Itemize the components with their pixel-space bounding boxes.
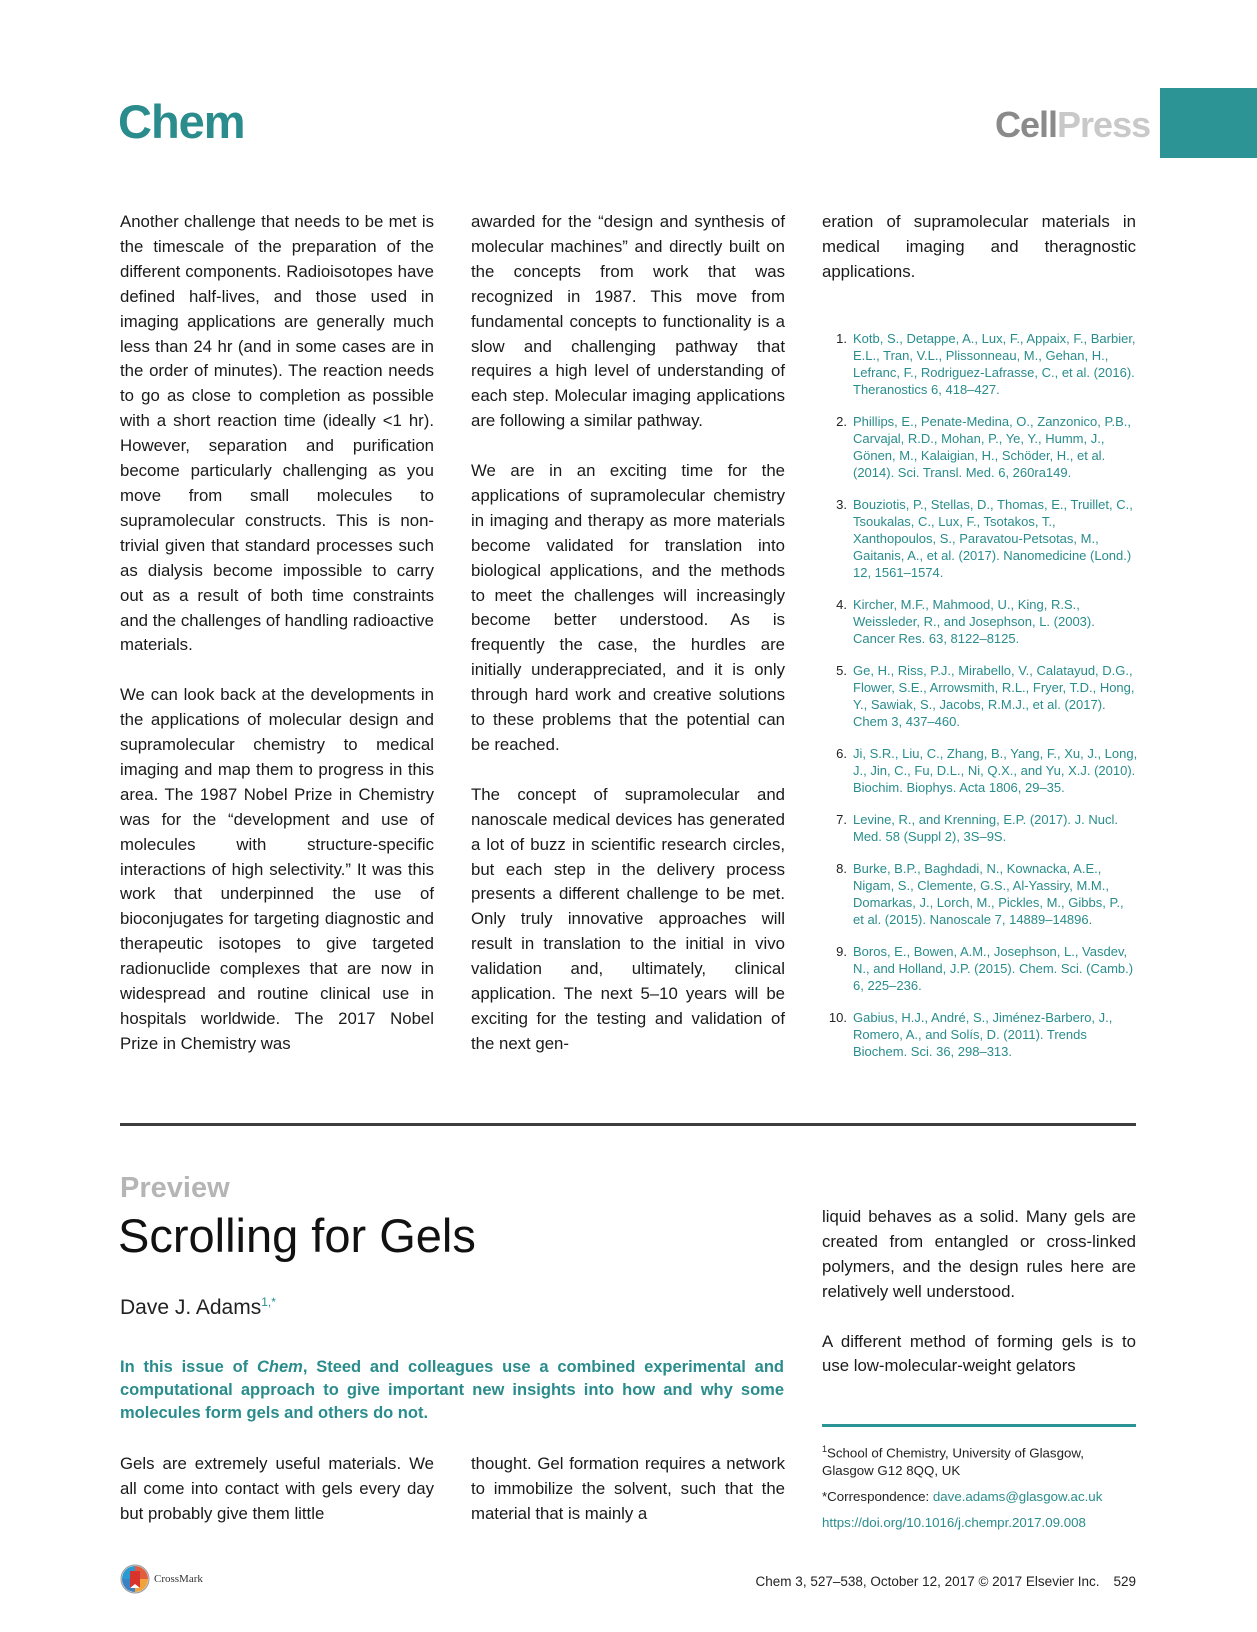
correspondence-line <box>822 1488 1138 1506</box>
reference-number: 4. <box>836 597 847 612</box>
reference-item[interactable] <box>822 330 1138 398</box>
publisher-logo <box>995 104 1150 146</box>
reference-item[interactable] <box>822 943 1138 994</box>
section-kicker: Preview <box>120 1172 230 1204</box>
correspondence-label: *Correspondence: <box>822 1489 933 1505</box>
reference-link[interactable]: Burke, B.P., Baghdadi, N., Kownacka, A.E., Nigam, S., Clemente, G.S., Al-Yassiry, M.M., Domarkas, J., Lorch, M., Pickles, M., Gibbs, P., et al. (2015). Nanoscale 7, 14889–14896. <box>853 861 1124 927</box>
crossmark-label: CrossMark <box>154 1573 203 1585</box>
preview-column-2 <box>471 1452 785 1552</box>
doi-link[interactable]: https://doi.org/10.1016/j.chempr.2017.09.008 <box>822 1515 1086 1531</box>
paragraph: eration of supramolecular materials in medical imaging and theragnostic applications. <box>822 212 1136 281</box>
reference-item[interactable] <box>822 811 1138 845</box>
reference-list <box>822 330 1138 1075</box>
affiliation-block <box>822 1440 1138 1540</box>
publisher-cell: Cell <box>995 104 1058 145</box>
reference-item[interactable] <box>822 860 1138 928</box>
crossmark-icon <box>120 1564 150 1594</box>
reference-link[interactable]: Phillips, E., Penate-Medina, O., Zanzonico, P.B., Carvajal, R.D., Mohan, P., Ye, Y., Humm, J., Gönen, M., Kalaigian, H., Schöder, H., et al. (2014). Sci. Transl. Med. 6, 260ra149. <box>853 414 1131 480</box>
reference-link[interactable]: Levine, R., and Krenning, E.P. (2017). J. Nucl. Med. 58 (Suppl 2), 3S–9S. <box>853 812 1118 844</box>
affiliation-rule <box>822 1424 1136 1427</box>
reference-number: 7. <box>836 812 847 827</box>
preview-column-1 <box>120 1452 434 1552</box>
page-footer <box>756 1574 1136 1589</box>
paragraph: A different method of forming gels is to use low-molecular-weight gelators <box>822 1331 1136 1376</box>
reference-number: 1. <box>836 331 847 346</box>
preview-column-3 <box>822 1205 1136 1404</box>
footer-citation: Chem 3, 527–538, October 12, 2017 © 2017 Elsevier Inc. <box>755 1574 1100 1589</box>
crossmark-badge[interactable] <box>120 1564 203 1594</box>
abstract-journal-name: Chem <box>256 1358 303 1376</box>
publisher-press: Press <box>1057 104 1151 145</box>
abstract-text-end: , Steed and colleagues use a combined experimental and computational approach to give important new insights into how and why some molecules form gels and others do not. <box>120 1358 784 1422</box>
reference-item[interactable] <box>822 413 1138 481</box>
reference-link[interactable]: Boros, E., Bowen, A.M., Josephson, L., Vasdev, N., and Holland, J.P. (2015). Chem. Sci. (Camb.) 6, 225–236. <box>853 944 1134 993</box>
paragraph: liquid behaves as a solid. Many gels are created from entangled or cross-linked polymers, and the design rules here are relatively well understood. <box>822 1207 1136 1301</box>
reference-link[interactable]: Bouziotis, P., Stellas, D., Thomas, E., Truillet, C., Tsoukalas, C., Lux, F., Tsotakos, T., Xanthopoulos, S., Paravatou-Petsotas, M., Gaitanis, A., et al. (2017). Nanomedicine (Lond.) 12, 1561–1574. <box>853 497 1133 580</box>
paragraph: thought. Gel formation requires a network to immobilize the solvent, such that the material that is mainly a <box>471 1454 785 1523</box>
author-marks[interactable]: 1,* <box>261 1295 276 1309</box>
abstract-text-start: In this issue of <box>120 1358 257 1376</box>
paragraph: Another challenge that needs to be met is the timescale of the preparation of the different components. Radioisotopes have defined half-lives, and those used in imaging applications are generally much less than 24 hr (and in some cases are in the order of minutes). The reaction needs to go as close to completion as possible with a short reaction time (ideally <1 hr). However, separation and purification become particularly challenging as you move from small molecules to supramolecular constructs. This is non-trivial given that standard processes such as dialysis become impossible to carry out as a result of both time constraints and the challenges of handling radioactive materials. <box>120 212 434 655</box>
reference-item[interactable] <box>822 496 1138 581</box>
journal-logo: Chem <box>118 95 245 148</box>
paragraph: Gels are extremely useful materials. We all come into contact with gels every day but probably give them little <box>120 1454 434 1523</box>
paragraph: The concept of supramolecular and nanoscale medical devices has generated a lot of buzz in scientific research circles, but each step in the delivery process presents a different challenge to be met. Only truly innovative approaches will result in translation to the initial in vivo validation and, ultimately, clinical application. The next 5–10 years will be exciting for the testing and validation of the next gen- <box>471 784 785 1053</box>
article-title: Scrolling for Gels <box>118 1209 476 1262</box>
abstract <box>120 1356 784 1425</box>
reference-link[interactable]: Kircher, M.F., Mahmood, U., King, R.S., Weissleder, R., and Josephson, L. (2003). Cancer Res. 63, 8122–8125. <box>853 597 1095 646</box>
paragraph: We can look back at the developments in the applications of molecular design and supramolecular chemistry to medical imaging and map them to progress in this area. The 1987 Nobel Prize in Chemistry was for the “development and use of molecules with structure-specific interactions of high selectivity.” It was this work that underpinned the use of bioconjugates for targeting diagnostic and therapeutic isotopes to give targeted radionuclide complexes that are now in widespread and routine clinical use in hospitals worldwide. The 2017 Nobel Prize in Chemistry was <box>120 685 434 1053</box>
affiliation-line <box>822 1440 1138 1480</box>
affiliation-school: School of Chemistry, University of Glasgow, Glasgow G12 8QQ, UK <box>822 1445 1084 1479</box>
reference-item[interactable] <box>822 745 1138 796</box>
paragraph: We are in an exciting time for the applications of supramolecular chemistry in imaging and therapy as more materials become validated for translation into biological applications, and the methods to meet the challenges will increasingly become better understood. As is frequently the case, the hurdles are initially underappreciated, and it is only through hard work and creative solutions to these problems that the potential can be reached. <box>471 461 785 755</box>
article-column-3 <box>822 210 1136 310</box>
reference-number: 9. <box>836 944 847 959</box>
reference-number: 8. <box>836 861 847 876</box>
author-name: Dave J. Adams <box>120 1296 262 1319</box>
edge-tab <box>1160 88 1257 158</box>
reference-number: 3. <box>836 497 847 512</box>
reference-link[interactable]: Ge, H., Riss, P.J., Mirabello, V., Calatayud, D.G., Flower, S.E., Arrowsmith, R.L., Fryer, T.D., Hong, Y., Sawiak, S., Jacobs, R.M.J., et al. (2017). Chem 3, 437–460. <box>853 663 1135 729</box>
reference-number: 2. <box>836 414 847 429</box>
reference-item[interactable] <box>822 662 1138 730</box>
reference-number: 5. <box>836 663 847 678</box>
author-line <box>120 1295 276 1320</box>
affiliation-mark: 1 <box>822 1444 828 1454</box>
page-number: 529 <box>1113 1574 1136 1589</box>
reference-number: 10. <box>828 1010 847 1025</box>
article-column-2 <box>471 210 785 1082</box>
reference-item[interactable] <box>822 596 1138 647</box>
reference-number: 6. <box>836 746 847 761</box>
reference-link[interactable]: Gabius, H.J., André, S., Jiménez-Barbero, J., Romero, A., and Solís, D. (2011). Trends Biochem. Sci. 36, 298–313. <box>853 1010 1113 1059</box>
reference-item[interactable] <box>822 1009 1138 1060</box>
email-link[interactable]: dave.adams@glasgow.ac.uk <box>932 1489 1103 1505</box>
reference-link[interactable]: Ji, S.R., Liu, C., Zhang, B., Yang, F., Xu, J., Long, J., Jin, C., Fu, D.L., Ni, Q.X., and Yu, X.J. (2010). Biochim. Biophys. Acta 1806, 29–35. <box>853 746 1138 795</box>
paragraph: awarded for the “design and synthesis of molecular machines” and directly built on the concepts from work that was recognized in 1987. This move from fundamental concepts to functionality is a slow and challenging pathway that requires a high level of understanding of each step. Molecular imaging applications are following a similar pathway. <box>471 212 785 431</box>
article-column-1 <box>120 210 434 1082</box>
section-divider <box>120 1123 1136 1126</box>
reference-link[interactable]: Kotb, S., Detappe, A., Lux, F., Appaix, F., Barbier, E.L., Tran, V.L., Plissonneau, M., Gehan, H., Lefranc, F., Rodriguez-Lafrasse, C., et al. (2016). Theranostics 6, 418–427. <box>853 331 1136 397</box>
